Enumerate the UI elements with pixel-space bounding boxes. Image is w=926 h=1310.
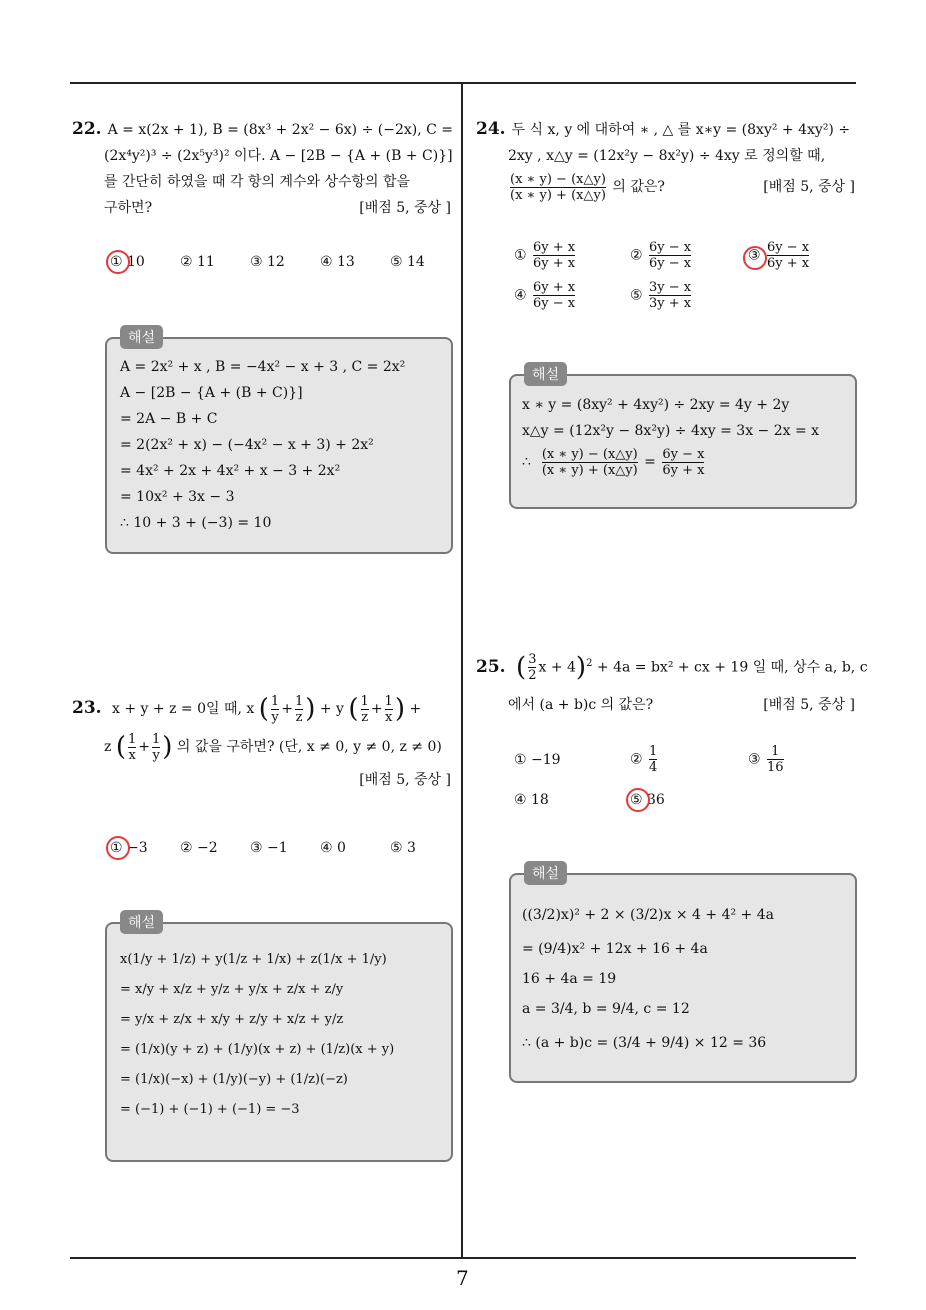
question-text: x + y + z = 0일 때, x	[112, 701, 255, 717]
q24-choices	[510, 240, 860, 320]
question-text: 의 값은?	[612, 179, 665, 195]
choice-5[interactable]: ⑤ $\frac{3y - x}{3y + x}$	[630, 280, 692, 311]
column-divider	[461, 84, 463, 1258]
top-rule	[70, 82, 856, 84]
solution-line: = y/x + z/x + x/y + z/y + x/z + y/z	[120, 1012, 344, 1027]
question-text: z	[104, 739, 112, 755]
solution-line: = (1/x)(−x) + (1/y)(−y) + (1/z)(−z)	[120, 1072, 348, 1087]
solution-tag: 해설	[524, 861, 567, 885]
fraction: $\frac{1}{z}$	[294, 693, 304, 725]
solution-line: ∴ 10 + 3 + (−3) = 10	[120, 515, 272, 531]
question-text: + y	[319, 701, 344, 717]
choice-1[interactable]: ① 10	[110, 254, 145, 270]
score-label: [배점 5, 중상 ]	[359, 772, 451, 788]
choice-3[interactable]: ③ $\frac{1}{16}$	[748, 744, 784, 775]
q22-choices	[106, 254, 456, 278]
fraction: $\frac{3}{2}$	[528, 652, 537, 684]
choice-1[interactable]: ① $\frac{6y + x}{6y + x}$	[514, 240, 576, 271]
solution-line: A − [2B − {A + (B + C)}]	[120, 385, 303, 401]
q23-choices	[106, 840, 456, 864]
question-text: + 4a = bx² + cx + 19 일 때, 상수 a, b, c	[596, 659, 868, 676]
question-text-line: 구하면?	[104, 200, 153, 216]
question-22	[72, 116, 457, 221]
choice-3[interactable]: ③ $\frac{6y - x}{6y + x}$	[748, 240, 810, 271]
answer-marker-icon	[626, 788, 650, 812]
choice-3[interactable]: ③ −1	[250, 840, 288, 856]
question-25: 25. ( $\frac{3}{2}$ x + 4)$^2$ + 4a = bx² + cx + 19 일 때, 상수 a, b, c 에서 (a + b)c 의 값은? [배점 5, 중상 ]	[476, 644, 861, 718]
choice-5[interactable]: ⑤ 14	[390, 254, 425, 270]
solution-line: = 2(2x² + x) − (−4x² − x + 3) + 2x²	[120, 437, 374, 453]
bottom-rule	[70, 1257, 856, 1259]
fraction: $\frac{(x ∗ y) - (x\triangle y)}{(x ∗ y) + (x\triangle y)}$	[510, 171, 606, 203]
choice-4[interactable]: ④ $\frac{6y + x}{6y - x}$	[514, 280, 576, 311]
solution-line: = (−1) + (−1) + (−1) = −3	[120, 1102, 300, 1117]
solution-tag: 해설	[120, 910, 163, 934]
question-text: 에서 (a + b)c 의 값은?	[508, 696, 654, 713]
question-number: 24.	[476, 119, 506, 139]
solution-tag: 해설	[120, 325, 163, 349]
fraction: $\frac{1}{z}$	[360, 693, 369, 725]
choice-2[interactable]: ② 11	[180, 254, 215, 270]
question-text: +	[409, 701, 422, 717]
question-text: 의 값을 구하면? (단, x ≠ 0, y ≠ 0, z ≠ 0)	[176, 739, 442, 755]
solution-line: A = 2x² + x , B = −4x² − x + 3 , C = 2x²	[120, 359, 406, 375]
solution-line: x ∗ y = (8xy² + 4xy²) ÷ 2xy = 4y + 2y	[522, 397, 790, 413]
question-number: 23.	[72, 698, 102, 718]
answer-marker-icon	[106, 836, 130, 860]
q23-solution	[120, 945, 394, 1125]
question-text-line: 2xy , x△y = (12x²y − 8x²y) ÷ 4xy 로 정의할 때,	[508, 148, 826, 164]
question-text-line: A = x(2x + 1), B = (8x³ + 2x² − 6x) ÷ (−2x), C =	[107, 122, 453, 138]
score-label: [배점 5, 중상 ]	[359, 200, 451, 216]
solution-line: ((3/2)x)² + 2 × (3/2)x × 4 + 4² + 4a	[522, 907, 774, 923]
question-number: 22.	[72, 119, 102, 139]
solution-line: ∴ (a + b)c = (3/4 + 9/4) × 12 = 36	[522, 1035, 767, 1051]
solution-line: a = 3/4, b = 9/4, c = 12	[522, 1001, 690, 1017]
question-23: 23. x + y + z = 0일 때, x ( $\frac{1}{y}$ + $\frac{1}{z}$ ) + y ( $\frac{1}{z}$ + $\frac{1}{x}$ ) + z ( $\frac{1}{x}$ + $\frac{1}{y}$ ) 의 값을 구하면? (단, x ≠ 0, y ≠ 0, z ≠ 0) [배점 5, 중상 ]	[72, 690, 457, 789]
score-label: [배점 5, 중상 ]	[763, 696, 855, 713]
question-text-line: 를 간단히 하였을 때 각 항의 계수와 상수항의 합을	[104, 174, 411, 190]
answer-marker-icon	[743, 246, 767, 270]
question-text-line: (2x⁴y²)³ ÷ (2x⁵y³)² 이다. A − [2B − {A + (B + C)}]	[104, 148, 453, 164]
solution-tag: 해설	[524, 362, 567, 386]
choice-1[interactable]: ① −19	[514, 752, 561, 768]
choice-2[interactable]: ② $\frac{1}{4}$	[630, 744, 658, 775]
solution-line: = x/y + x/z + y/z + y/x + z/x + z/y	[120, 982, 344, 997]
answer-marker-icon	[106, 250, 130, 274]
q22-solution	[120, 354, 405, 536]
choice-2[interactable]: ② $\frac{6y - x}{6y - x}$	[630, 240, 692, 271]
q25-choices	[510, 744, 860, 814]
solution-line: x(1/y + 1/z) + y(1/z + 1/x) + z(1/x + 1/y)	[120, 952, 387, 967]
choice-5[interactable]: ⑤ 36	[630, 792, 665, 808]
choice-3[interactable]: ③ 12	[250, 254, 285, 270]
choice-1[interactable]: ① −3	[110, 840, 148, 856]
solution-line: ∴ $\frac{(x ∗ y) - (x\triangle y)}{(x ∗ y) + (x\triangle y)}$ = $\frac{6y - x}{6y + x}$	[522, 446, 705, 478]
q25-solution	[522, 898, 774, 1060]
solution-line: x△y = (12x²y − 8x²y) ÷ 4xy = 3x − 2x = x	[522, 423, 820, 439]
score-label: [배점 5, 중상 ]	[763, 179, 855, 195]
solution-line: = (9/4)x² + 12x + 16 + 4a	[522, 941, 708, 957]
solution-line: 16 + 4a = 19	[522, 971, 617, 987]
q24-solution	[522, 392, 819, 480]
solution-line: = 2A − B + C	[120, 411, 218, 427]
solution-line: = 10x² + 3x − 3	[120, 489, 235, 505]
question-24	[476, 116, 861, 205]
solution-line: = (1/x)(y + z) + (1/y)(x + z) + (1/z)(x + y)	[120, 1042, 395, 1057]
choice-4[interactable]: ④ 18	[514, 792, 549, 808]
question-text-line: 두 식 x, y 에 대하여 ∗ , △ 를 x∗y = (8xy² + 4xy²) ÷	[511, 122, 851, 138]
choice-4[interactable]: ④ 0	[320, 840, 346, 856]
choice-4[interactable]: ④ 13	[320, 254, 355, 270]
fraction: $\frac{1}{y}$	[270, 693, 280, 725]
fraction: $\frac{1}{x}$	[384, 693, 393, 725]
page-number: 7	[456, 1266, 469, 1290]
choice-2[interactable]: ② −2	[180, 840, 218, 856]
question-text: x + 4	[538, 659, 576, 676]
fraction: $\frac{1}{y}$	[152, 731, 161, 763]
fraction: $\frac{1}{x}$	[128, 731, 137, 763]
choice-5[interactable]: ⑤ 3	[390, 840, 416, 856]
question-number: 25.	[476, 656, 506, 677]
solution-line: = 4x² + 2x + 4x² + x − 3 + 2x²	[120, 463, 341, 479]
